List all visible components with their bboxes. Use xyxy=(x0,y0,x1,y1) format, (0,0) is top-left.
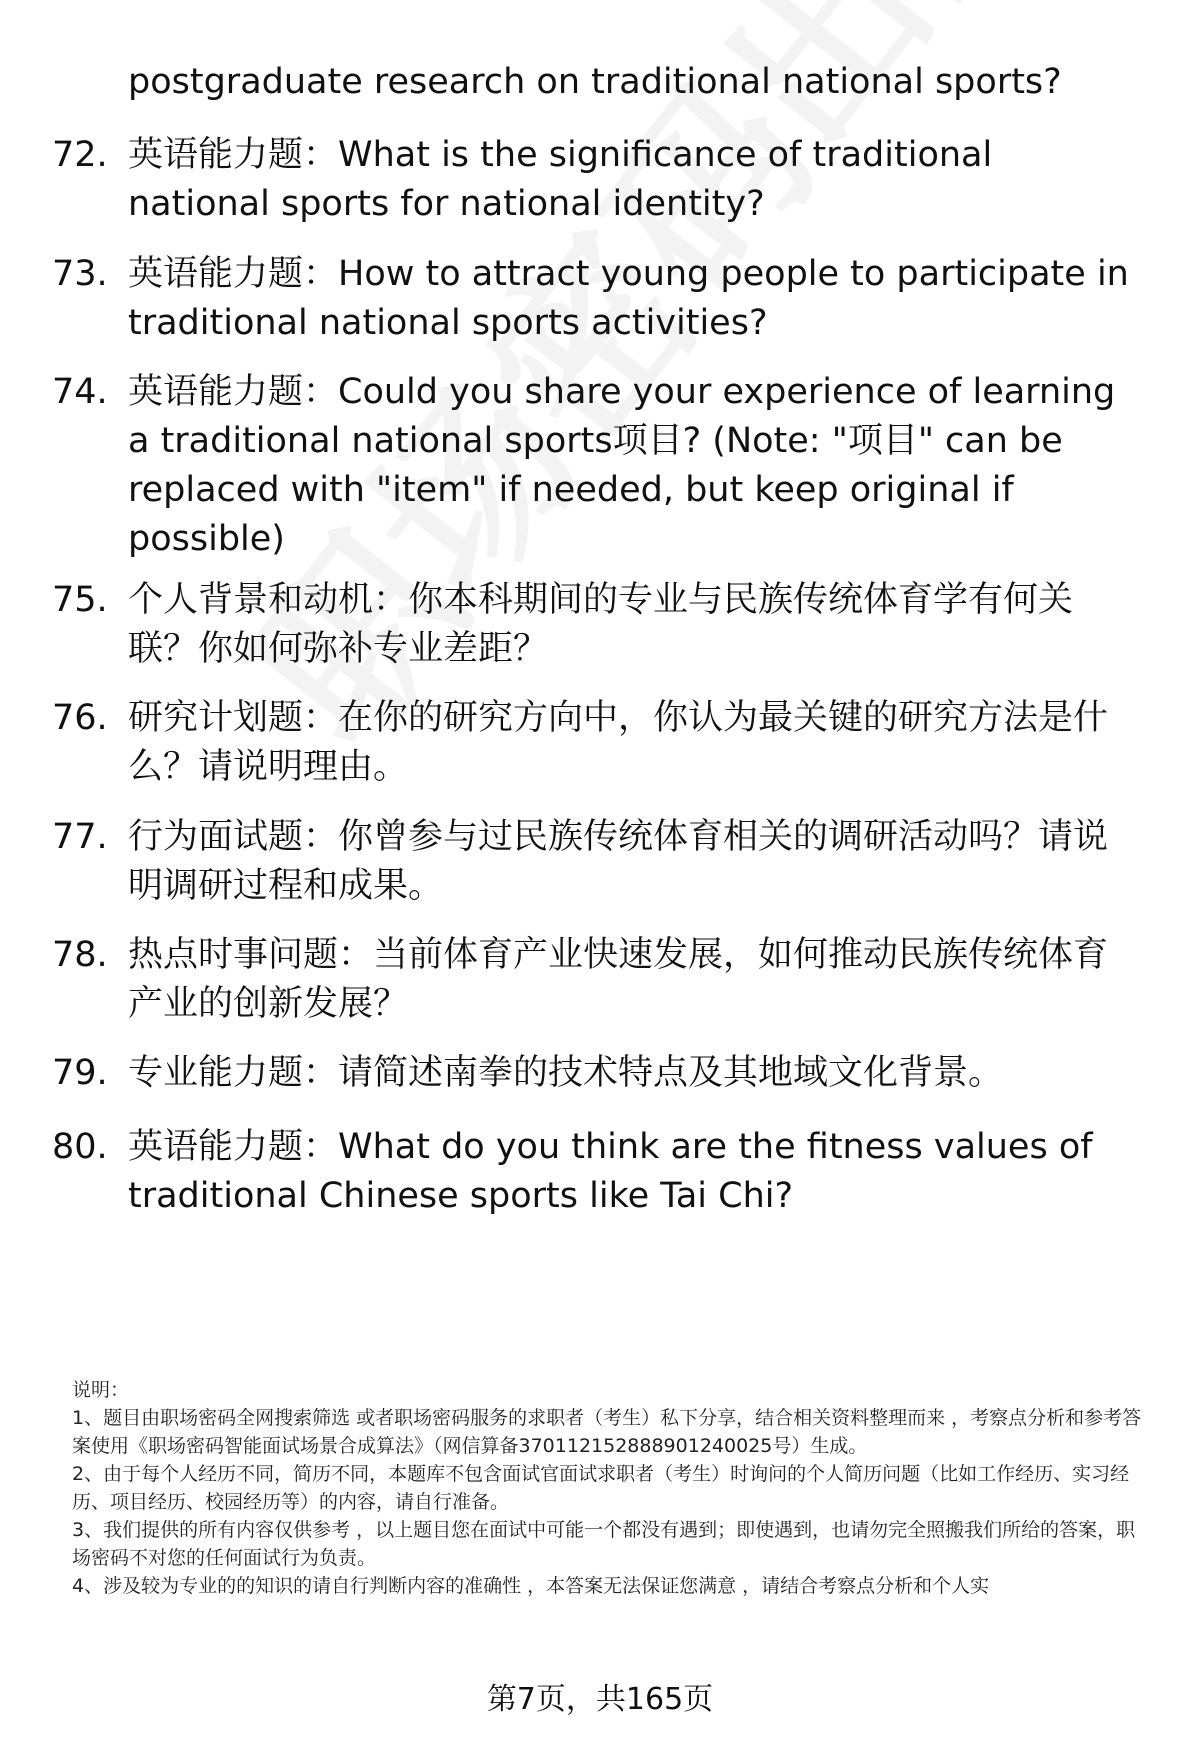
question-number: 75. xyxy=(52,580,108,620)
question-number: 77. xyxy=(52,817,108,857)
question-text: 英语能力题：What is the significance of traditional national sports for national identity? xyxy=(128,135,993,224)
question-number: 78. xyxy=(52,935,108,975)
question-number: 74. xyxy=(52,372,108,412)
question-text: 英语能力题：What do you think are the fitness values of traditional Chinese sports like Tai Chi? xyxy=(128,1127,1093,1216)
note-item: 2、由于每个人经历不同，简历不同，本题库不包含面试官面试求职者（考生）时询问的个人简历问题（比如工作经历、实习经历、项目经历、校园经历等）的内容，请自行准备。 xyxy=(72,1463,1130,1513)
question-number: 72. xyxy=(52,135,108,175)
question-number: 79. xyxy=(52,1053,108,1093)
question-item xyxy=(52,131,1142,229)
notes-section xyxy=(72,1376,1152,1600)
note-item: 1、题目由职场密码全网搜索筛选 或者职场密码服务的求职者（考生）私下分享，结合相关资料整理而来 ，考察点分析和参考答案使用《职场密码智能面试场景合成算法》（网信算备370112152888901240025号）生成。 xyxy=(72,1407,1142,1457)
question-text: 专业能力题：请简述南拳的技术特点及其地域文化背景。 xyxy=(128,1053,1004,1093)
question-item xyxy=(52,931,1142,1029)
question-item xyxy=(52,576,1142,674)
question-text: 热点时事问题：当前体育产业快速发展，如何推动民族传统体育产业的创新发展？ xyxy=(128,935,1109,1024)
question-item xyxy=(52,694,1142,792)
question-number: 76. xyxy=(52,698,108,738)
continuation-text: postgraduate research on traditional national sports? xyxy=(128,62,1062,102)
note-item: 3、我们提供的所有内容仅供参考 ，以上题目您在面试中可能一个都没有遇到；即使遇到，也请勿完全照搬我们所给的答案，职场密码不对您的任何面试行为负责。 xyxy=(72,1519,1136,1569)
question-number: 73. xyxy=(52,254,108,294)
question-item xyxy=(52,1123,1142,1221)
question-item xyxy=(52,250,1142,348)
question-item xyxy=(52,368,1142,564)
question-item xyxy=(52,813,1142,911)
question-text: 英语能力题：Could you share your experience of learning a traditional national sports项目? (Note: "项目" can be replaced with "item" if needed, but keep original if possible) xyxy=(128,372,1116,559)
question-text: 研究计划题：在你的研究方向中，你认为最关键的研究方法是什么？请说明理由。 xyxy=(128,698,1109,787)
question-text: 英语能力题：How to attract young people to participate in traditional national sports activities? xyxy=(128,254,1129,343)
question-number: 80. xyxy=(52,1127,108,1167)
question-item xyxy=(52,1049,1142,1098)
note-item: 4、涉及较为专业的的知识的请自行判断内容的准确性 ，本答案无法保证您满意 ，请结合考察点分析和个人实 xyxy=(72,1575,990,1597)
page-number: 第7页，共165页 xyxy=(486,1682,714,1717)
question-text: 个人背景和动机：你本科期间的专业与民族传统体育学有何关联？你如何弥补专业差距？ xyxy=(128,580,1074,669)
notes-heading: 说明： xyxy=(72,1379,130,1401)
question-text: 行为面试题：你曾参与过民族传统体育相关的调研活动吗？请说明调研过程和成果。 xyxy=(128,817,1109,906)
